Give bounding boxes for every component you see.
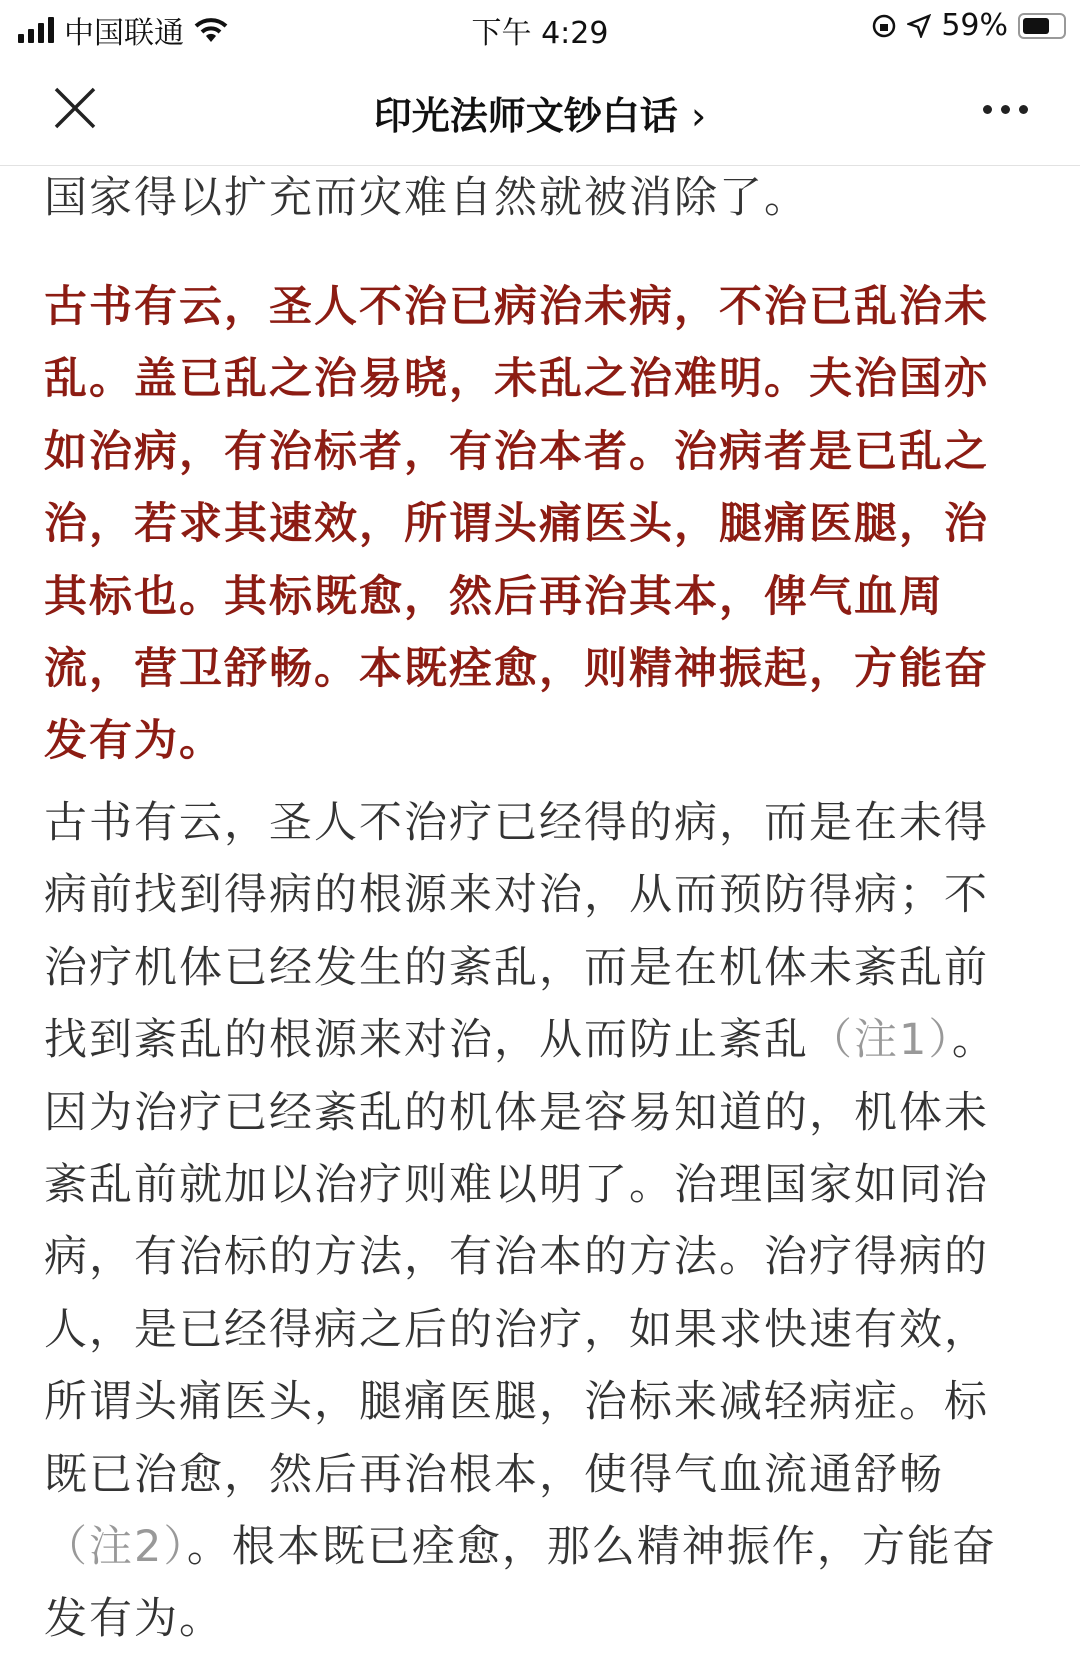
text-line: 因为治疗已经紊乱的机体是容易知道的，机体未	[44, 1087, 989, 1138]
text-line: 病，有治标的方法，有治本的方法。治疗得病的	[44, 1232, 989, 1283]
translation-text	[44, 787, 1044, 1656]
carrier-label: 中国联通	[64, 16, 184, 51]
text-line: 治疗机体已经发生的紊乱，而是在机体未紊乱前	[44, 942, 989, 993]
battery-percent: 59%	[941, 8, 1008, 43]
text-line: 既已治愈，然后再治根本，使得气血流通舒畅	[44, 1449, 944, 1500]
text-span: 。	[951, 1015, 997, 1066]
text-line: 治，若求其速效，所谓头痛医头，腿痛医腿，治	[44, 499, 989, 550]
text-line: 如治病，有治标者，有治本者。治病者是已乱之	[44, 426, 989, 477]
clock: 下午 4:29	[471, 16, 609, 51]
text-line: 所谓头痛医头，腿痛医腿，治标来减轻病症。标	[44, 1377, 989, 1428]
original-text	[44, 271, 1044, 778]
nav-bar	[0, 55, 1080, 166]
rotation-lock-icon	[871, 13, 897, 39]
close-icon[interactable]	[50, 83, 100, 133]
text-line	[44, 1004, 1044, 1076]
text-line: 发有为。	[44, 1594, 224, 1645]
text-line: 古书有云，圣人不治疗已经得的病，而是在未得	[44, 798, 989, 848]
more-icon[interactable]	[983, 105, 1028, 114]
status-bar	[0, 0, 1080, 55]
text-line: 发有为。	[44, 716, 224, 767]
text-line: 人，是已经得病之后的治疗，如果求快速有效，	[44, 1304, 989, 1355]
text-line: 乱。盖已乱之治易晓，未乱之治难明。夫治国亦	[44, 354, 989, 405]
clipped-text-line: 国家得以扩充而灾难自然就被消除了。	[44, 173, 809, 223]
text-line: 其标也。其标既愈，然后再治其本，俾气血周	[44, 571, 944, 622]
text-line	[44, 1511, 1044, 1583]
location-icon	[907, 14, 931, 38]
text-line: 紊乱前就加以治疗则难以明了。治理国家如同治	[44, 1160, 989, 1211]
footnote-link-2[interactable]: （注2）	[44, 1522, 187, 1573]
title-text: 印光法师文钞白话	[373, 94, 678, 138]
text-span: 。根本既已痊愈，那么精神振作，方能奋	[186, 1522, 997, 1573]
wifi-icon	[194, 17, 228, 43]
page-title[interactable]	[200, 85, 880, 140]
text-line: 流，营卫舒畅。本既痊愈，则精神振起，方能奋	[44, 644, 989, 695]
text-span: 找到紊乱的根源来对治，从而防止紊乱	[44, 1015, 809, 1066]
battery-icon	[1018, 13, 1066, 39]
footnote-link-1[interactable]: （注1）	[809, 1015, 952, 1066]
text-line: 病前找到得病的根源来对治，从而预防得病；不	[44, 870, 989, 921]
text-line: 古书有云，圣人不治已病治未病，不治已乱治未	[44, 282, 989, 332]
signal-icon	[18, 17, 54, 43]
chevron-right-icon: ›	[691, 94, 707, 138]
